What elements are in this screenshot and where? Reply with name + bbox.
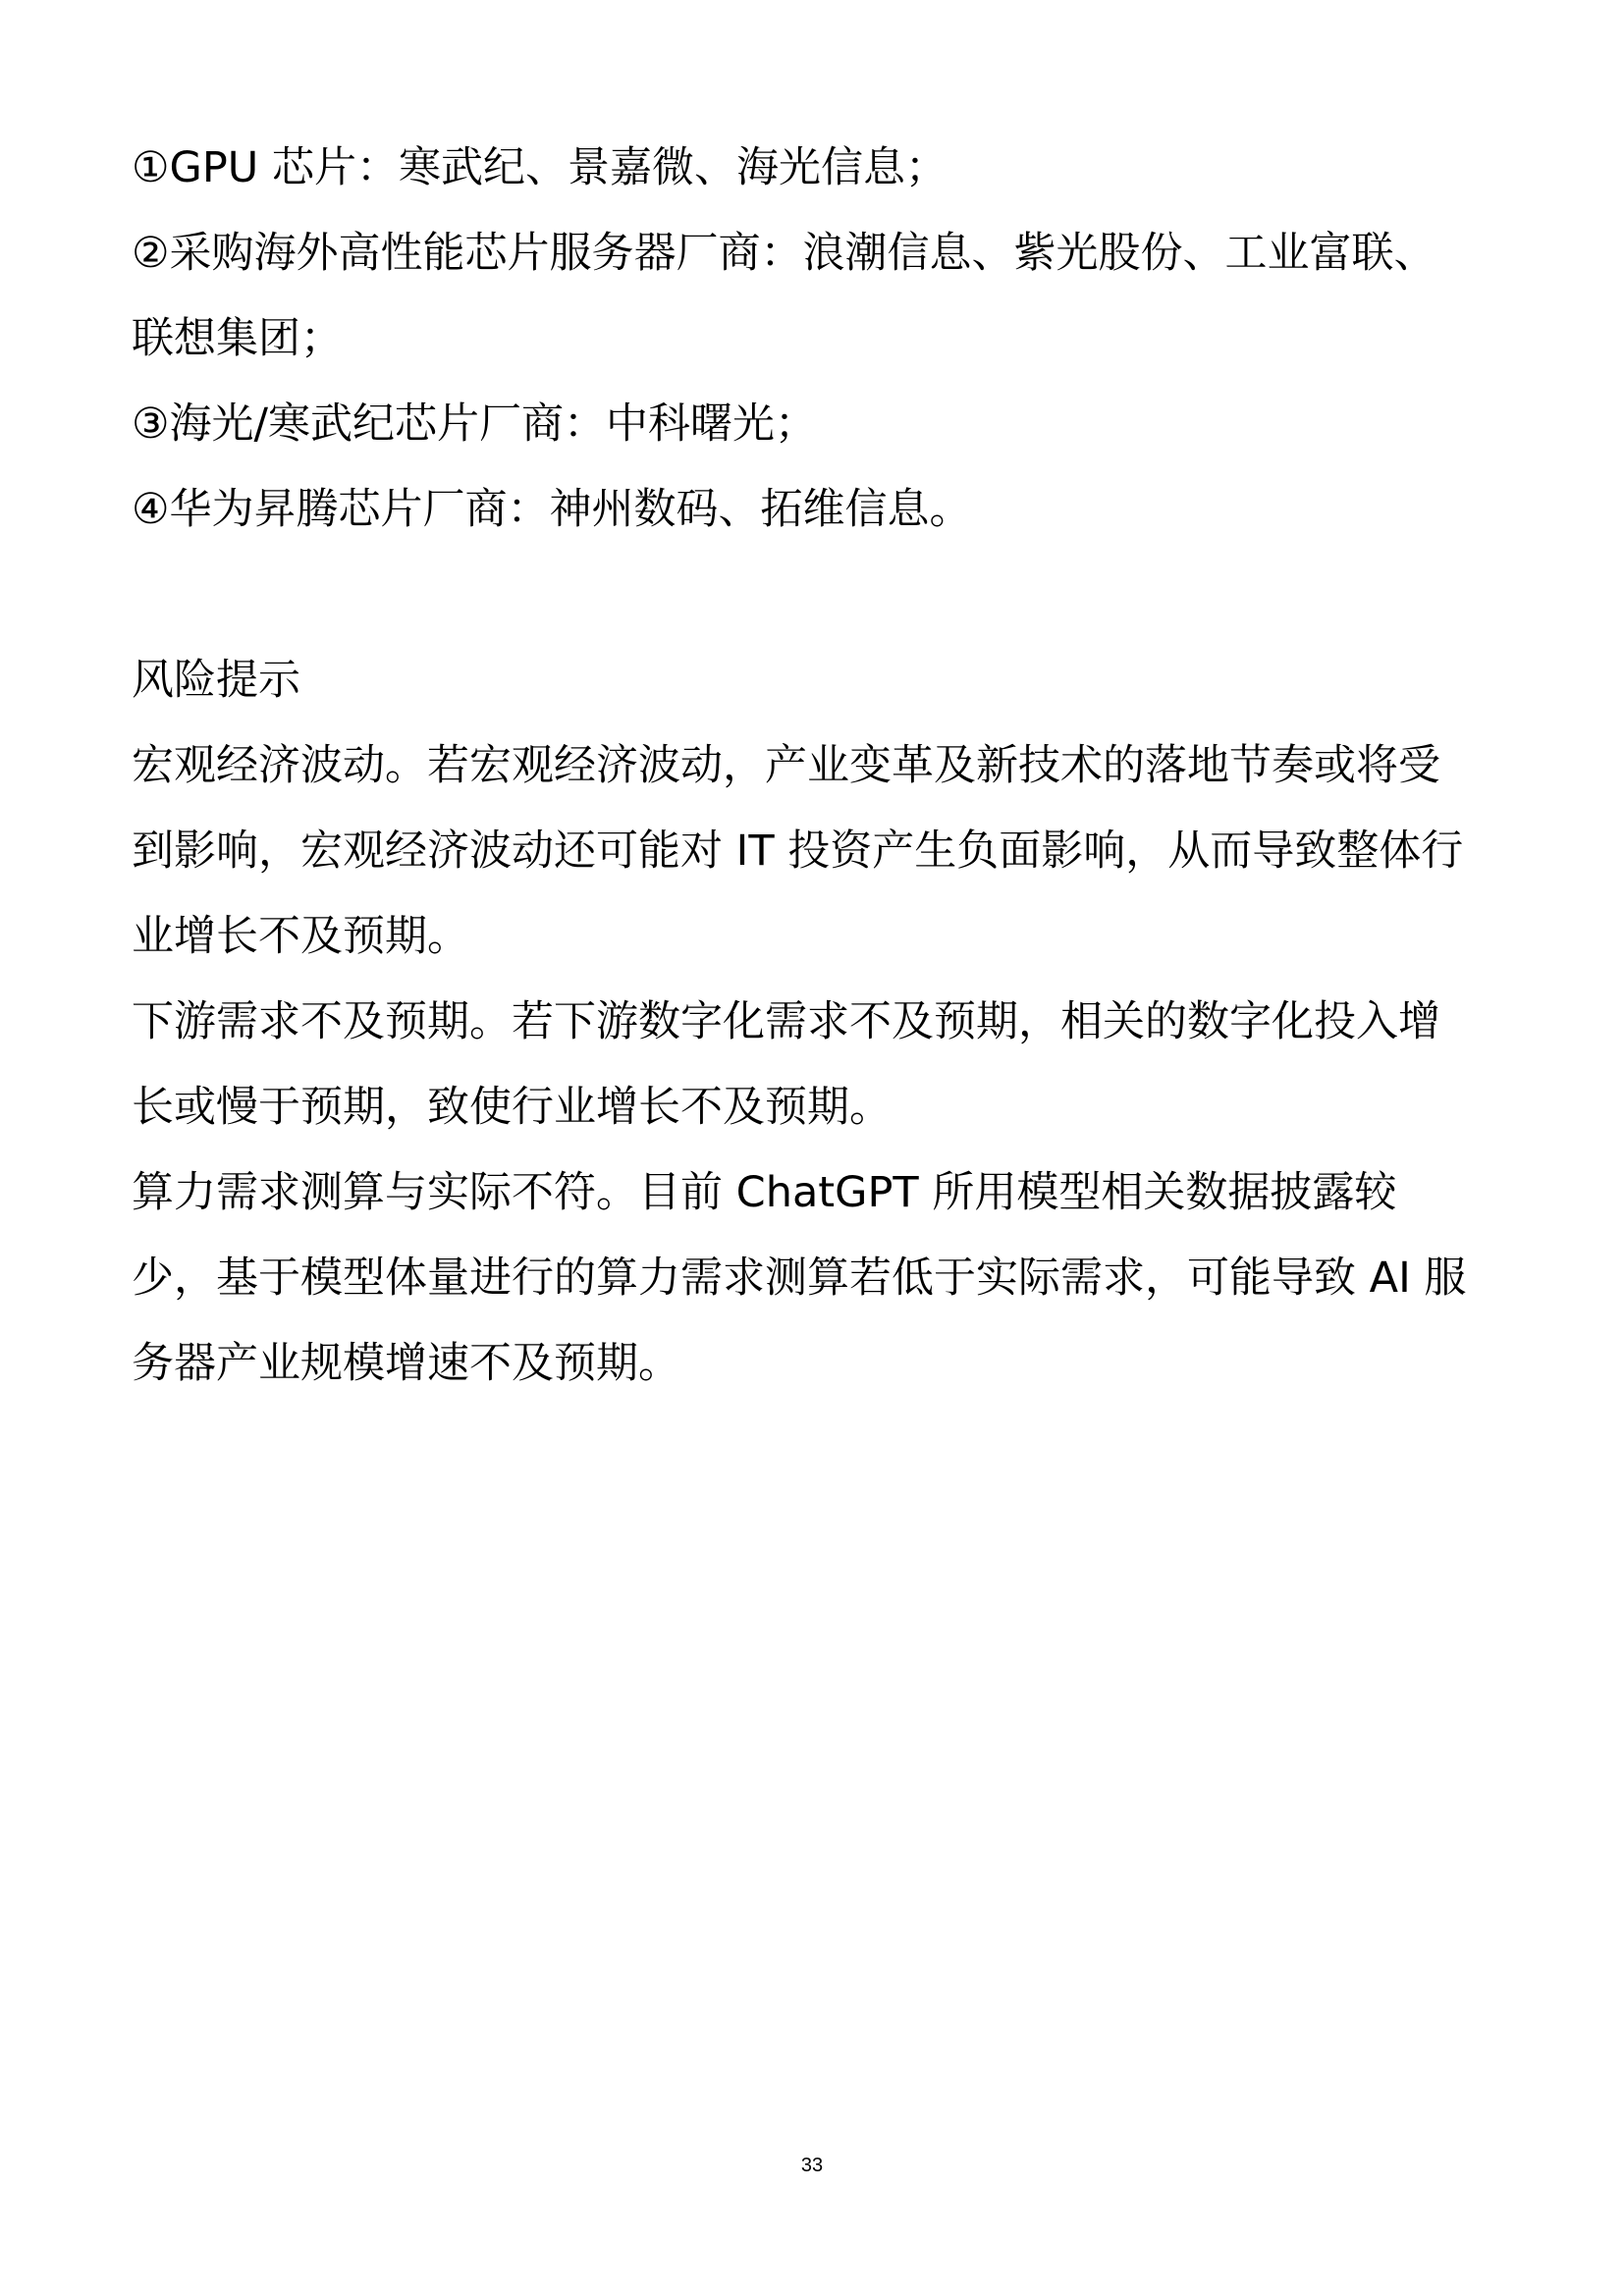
list-item-hygon-cambricon: ③海光/寒武纪芯片厂商：中科曙光； [132, 400, 818, 449]
risk-macro-line3: 业增长不及预期。 [132, 912, 469, 961]
risk-macro-line2: 到影响，宏观经济波动还可能对 IT 投资产生负面影响，从而导致整体行 [132, 827, 1464, 876]
page-content [132, 126, 1506, 1407]
list-item-overseas-servers-line2: 联想集团； [132, 314, 343, 363]
risk-compute-line1: 算力需求测算与实际不符。目前 ChatGPT 所用模型相关数据披露较 [132, 1168, 1397, 1217]
risk-heading: 风险提示 [132, 656, 300, 705]
risk-macro-line1: 宏观经济波动。若宏观经济波动，产业变革及新技术的落地节奏或将受 [132, 741, 1440, 790]
risk-downstream-line2: 长或慢于预期，致使行业增长不及预期。 [132, 1083, 892, 1132]
risk-compute-line3: 务器产业规模增速不及预期。 [132, 1339, 680, 1388]
list-item-gpu-chips: ①GPU 芯片：寒武纪、景嘉微、海光信息； [132, 143, 947, 192]
risk-downstream-line1: 下游需求不及预期。若下游数字化需求不及预期，相关的数字化投入增 [132, 997, 1440, 1046]
risk-compute-line2: 少，基于模型体量进行的算力需求测算若低于实际需求，可能导致 AI 服 [132, 1254, 1467, 1303]
section-spacer [132, 553, 1506, 638]
list-item-huawei-ascend: ④华为昇腾芯片厂商：神州数码、拓维信息。 [132, 485, 972, 534]
list-item-overseas-servers-line1: ②采购海外高性能芯片服务器厂商：浪潮信息、紫光股份、工业富联、 [132, 229, 1436, 278]
page-number: 33 [800, 2155, 824, 2176]
